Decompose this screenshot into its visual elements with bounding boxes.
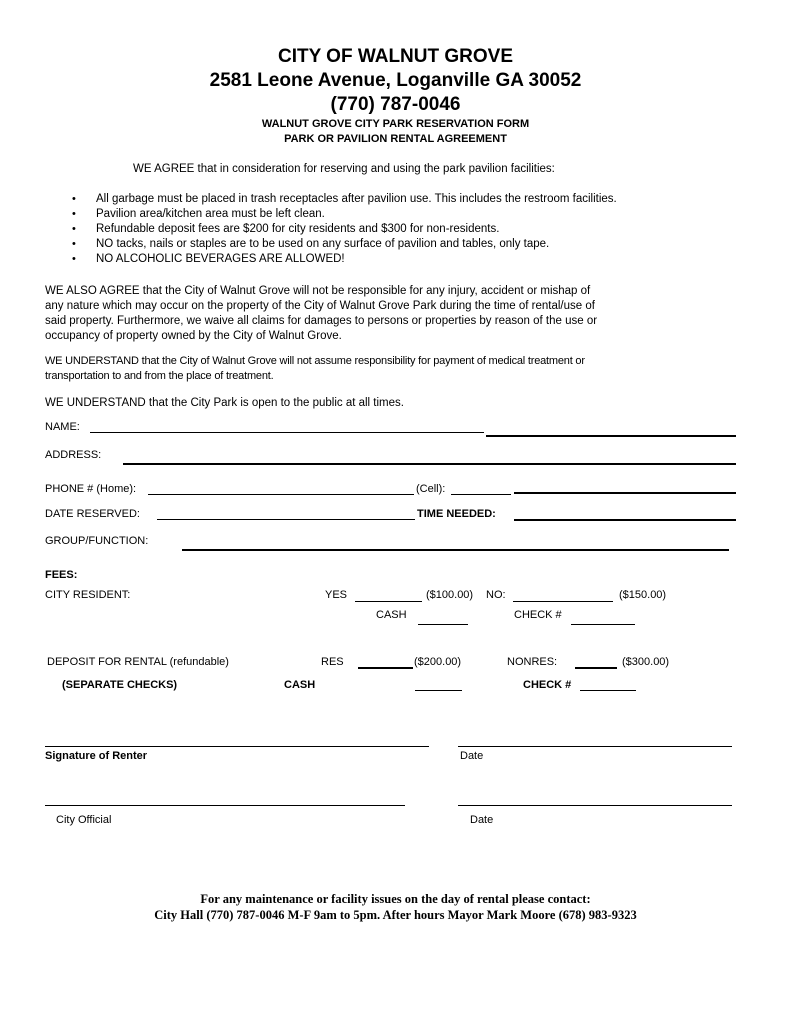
renter-signature-label: Signature of Renter: [45, 750, 148, 762]
cash2-line[interactable]: [415, 690, 462, 691]
official-signature-line[interactable]: [45, 805, 405, 806]
paragraph-line: occupancy of property owned by the City of Walnut Grove.: [45, 330, 342, 342]
no-line[interactable]: [513, 601, 613, 602]
yes-amount: ($100.00): [426, 589, 474, 601]
rule-item: • NO tacks, nails or staples are to be used on any surface of pavilion and tables, only tape.: [72, 237, 617, 252]
form-subtitle: PARK OR PAVILION RENTAL AGREEMENT: [284, 133, 507, 145]
fees-heading: FEES:: [45, 569, 78, 581]
yes-label: YES: [325, 589, 348, 601]
phone-home-label: PHONE # (Home):: [45, 483, 137, 495]
no-label: NO:: [486, 589, 506, 601]
date2-label: Date: [470, 814, 494, 826]
nonres-amount: ($300.00): [622, 656, 670, 668]
date1-line[interactable]: [458, 746, 732, 747]
cell-line[interactable]: [451, 494, 511, 495]
name-label: NAME:: [45, 421, 80, 433]
yes-line[interactable]: [355, 601, 422, 602]
city-address: 2581 Leone Avenue, Loganville GA 30052: [209, 70, 582, 91]
deposit-label: DEPOSIT FOR RENTAL (refundable): [47, 656, 229, 668]
check-line[interactable]: [571, 624, 635, 625]
footer-contact-intro: For any maintenance or facility issues on the day of rental please contact:: [200, 892, 591, 906]
nonres-label: NONRES:: [507, 656, 558, 668]
city-name: CITY OF WALNUT GROVE: [277, 46, 514, 67]
name-line[interactable]: [90, 432, 484, 433]
separate-checks-label: (SEPARATE CHECKS): [62, 679, 178, 691]
address-label: ADDRESS:: [45, 449, 102, 461]
rule-item: • NO ALCOHOLIC BEVERAGES ARE ALLOWED!: [72, 252, 617, 267]
also-agree-paragraph: [45, 284, 745, 344]
name-line-extension[interactable]: [486, 435, 736, 437]
res-line[interactable]: [358, 667, 413, 669]
understand-public: WE UNDERSTAND that the City Park is open to the public at all times.: [45, 397, 404, 409]
no-amount: ($150.00): [619, 589, 667, 601]
rule-item: • Pavilion area/kitchen area must be left clean.: [72, 207, 617, 222]
renter-signature-line[interactable]: [45, 746, 429, 747]
date1-label: Date: [460, 750, 484, 762]
date-reserved-label: DATE RESERVED:: [45, 508, 140, 520]
paragraph-line: said property. Furthermore, we waive all claims for damages to persons or properties by reason of the use or: [45, 315, 598, 327]
cash-label: CASH: [376, 609, 407, 621]
res-label: RES: [321, 656, 344, 668]
phone-home-line[interactable]: [148, 494, 414, 495]
nonres-line[interactable]: [575, 667, 617, 669]
rule-item: • Refundable deposit fees are $200 for city residents and $300 for non-residents.: [72, 222, 617, 237]
paragraph-line: WE UNDERSTAND that the City of Walnut Grove will not assume responsibility for payment of medical treatment or: [45, 355, 585, 367]
date2-line[interactable]: [458, 805, 732, 806]
paragraph-line: transportation to and from the place of treatment.: [45, 370, 274, 382]
cash-line[interactable]: [418, 624, 468, 625]
group-function-label: GROUP/FUNCTION:: [45, 535, 149, 547]
form-title: WALNUT GROVE CITY PARK RESERVATION FORM: [261, 118, 530, 130]
rule-item: • All garbage must be placed in trash receptacles after pavilion use. This includes the restroom facilities.: [72, 192, 617, 207]
check2-label: CHECK #: [523, 679, 572, 691]
cell-line-extension[interactable]: [514, 492, 736, 494]
time-needed-line[interactable]: [514, 519, 736, 521]
rules-list: [72, 192, 617, 267]
time-needed-label: TIME NEEDED:: [417, 508, 496, 520]
cell-label: (Cell):: [416, 483, 446, 495]
address-line[interactable]: [123, 463, 736, 465]
check-label: CHECK #: [514, 609, 562, 621]
city-phone: (770) 787-0046: [330, 94, 461, 115]
understand-medical-paragraph: [45, 354, 745, 384]
date-reserved-line[interactable]: [157, 519, 415, 520]
paragraph-line: any nature which may occur on the property of the City of Walnut Grove Park during the time of rental/use of: [45, 300, 595, 312]
check2-line[interactable]: [580, 690, 636, 691]
city-resident-label: CITY RESIDENT:: [45, 589, 131, 601]
footer-contact-details: City Hall (770) 787-0046 M-F 9am to 5pm. After hours Mayor Mark Moore (678) 983-9323: [154, 908, 637, 922]
paragraph-line: WE ALSO AGREE that the City of Walnut Grove will not be responsible for any injury, accident or mishap of: [45, 285, 591, 297]
res-amount: ($200.00): [414, 656, 462, 668]
official-signature-label: City Official: [56, 814, 112, 826]
group-function-line[interactable]: [182, 549, 729, 551]
agree-intro: WE AGREE that in consideration for reserving and using the park pavilion facilities:: [133, 163, 555, 175]
cash2-label: CASH: [284, 679, 316, 691]
